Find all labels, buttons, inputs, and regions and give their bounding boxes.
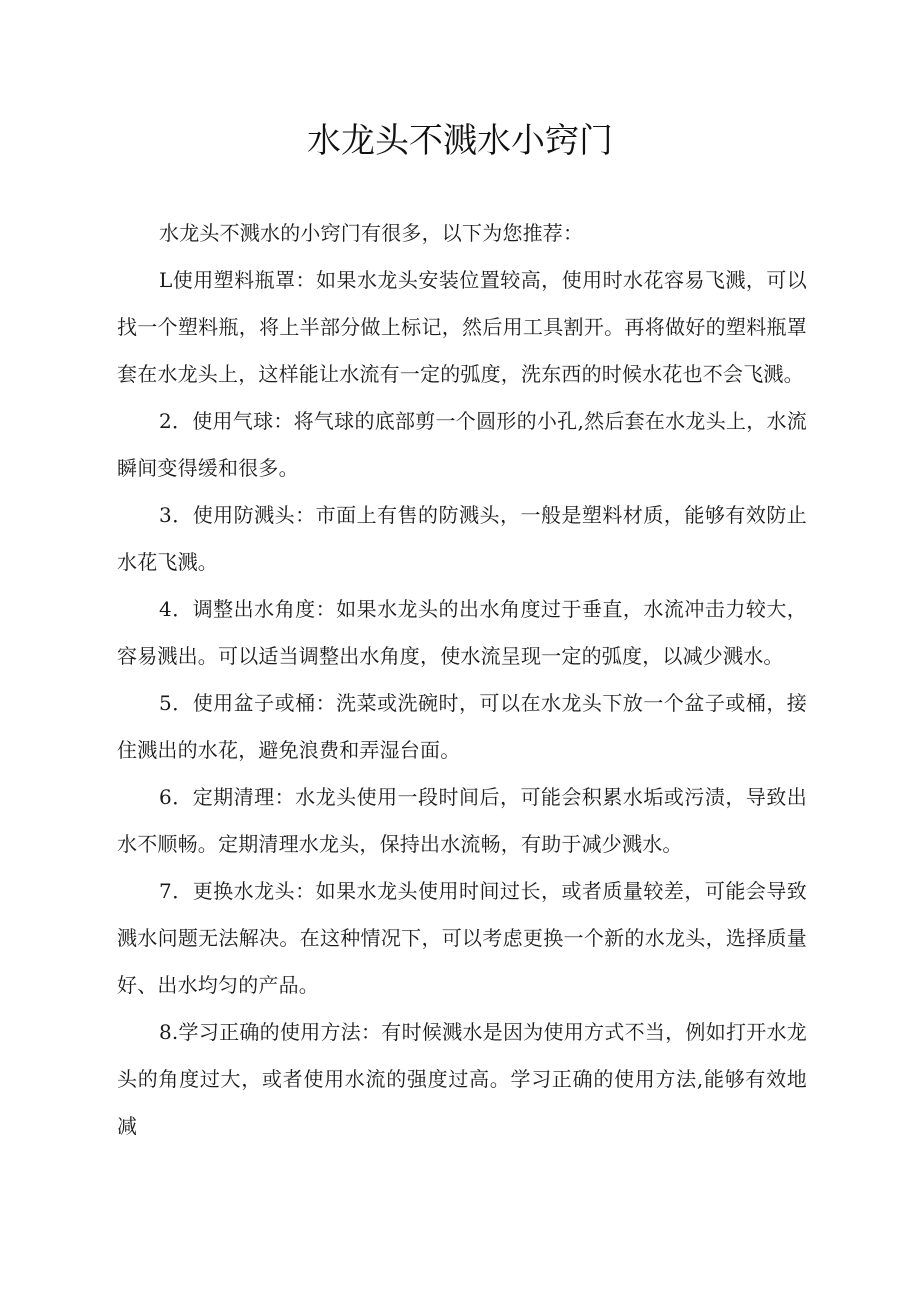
document-title: 水龙头不溅水小窍门 [307, 121, 613, 161]
tip-paragraph-8: 8.学习正确的使用方法：有时候溅水是因为使用方式不当，例如打开水龙头的角度过大，或者使用水流的强度过高。学习正确的使用方法,能够有效地减 [117, 1020, 807, 1138]
tip-paragraph-6: 6．定期清理：水龙头使用一段时间后，可能会积累水垢或污渍，导致出水不顺畅。定期清理水龙头，保持出水流畅，有助于减少溅水。 [117, 785, 807, 856]
tip-paragraph-1: L使用塑料瓶罩：如果水龙头安装位置较高，使用时水花容易飞溅，可以找一个塑料瓶，将上半部分做上标记，然后用工具割开。再将做好的塑料瓶罩套在水龙头上，这样能让水流有一定的弧度，洗东西的时候水花也不会飞溅。 [117, 268, 807, 386]
intro-paragraph: 水龙头不溅水的小窍门有很多，以下为您推荐： [159, 221, 584, 245]
tip-paragraph-5: 5．使用盆子或桶：洗菜或洗碗时，可以在水龙头下放一个盆子或桶，接住溅出的水花，避免浪费和弄湿台面。 [117, 691, 807, 762]
tip-paragraph-3: 3．使用防溅头：市面上有售的防溅头，一般是塑料材质，能够有效防止水花飞溅。 [117, 503, 807, 574]
tip-paragraph-2: 2．使用气球：将气球的底部剪一个圆形的小孔,然后套在水龙头上，水流瞬间变得缓和很多。 [117, 409, 807, 480]
tip-paragraph-4: 4．调整出水角度：如果水龙头的出水角度过于垂直，水流冲击力较大，容易溅出。可以适当调整出水角度，使水流呈现一定的弧度，以减少溅水。 [117, 597, 807, 668]
document-body [117, 210, 807, 1150]
tip-paragraph-7: 7．更换水龙头：如果水龙头使用时间过长，或者质量较差，可能会导致溅水问题无法解决。在这种情况下，可以考虑更换一个新的水龙头，选择质量好、出水均匀的产品。 [117, 879, 807, 997]
